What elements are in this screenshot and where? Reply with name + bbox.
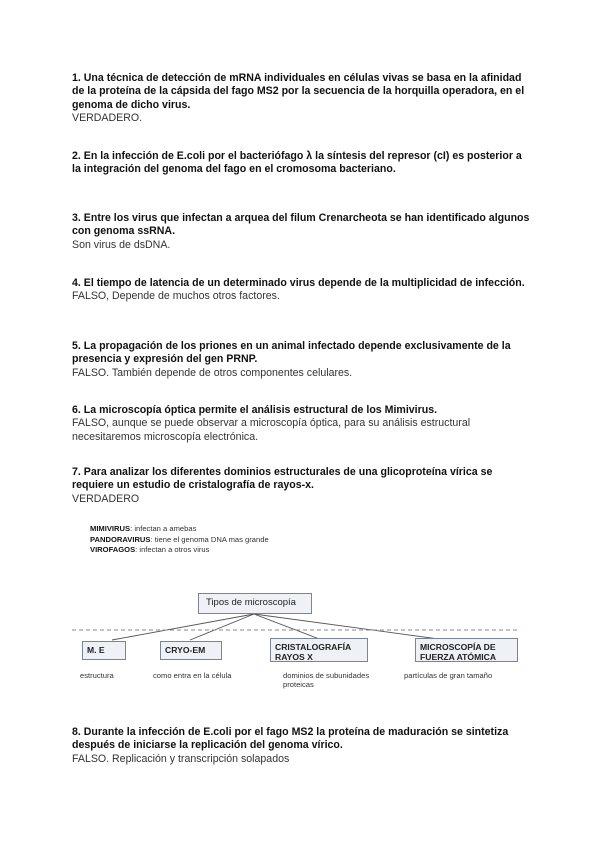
- question-title: 6. La microscopía óptica permite el análisis estructural de los Mimivirus.: [72, 404, 438, 416]
- diagram-leaf-me: M. E: [82, 641, 126, 660]
- note-mimivirus: MIMIVIRUS: infectan a amebas: [90, 524, 197, 533]
- connector-line: [254, 614, 446, 640]
- question-title: 7. Para analizar los diferentes dominios estructurales de una glicoproteína vírica se requiere un estudio de cristalografía de rayos-x.: [72, 466, 493, 492]
- question-answer: FALSO, aunque se puede observar a microscopía óptica, para su análisis estructural necesitaremos microscopía electrónica.: [72, 417, 471, 443]
- question-8: [72, 726, 532, 766]
- question-answer: VERDADERO: [72, 492, 140, 505]
- question-answer: FALSO, Depende de muchos otros factores.: [72, 290, 280, 303]
- question-title: 4. El tiempo de latencia de un determinado virus depende de la multiplicidad de infección.: [72, 277, 525, 289]
- diagram-leaf-afm: MICROSCOPÍA DE FUERZA ATÓMICA: [415, 638, 518, 662]
- diagram-root-box: Tipos de microscopía: [198, 593, 312, 614]
- diagram-desc-me: estructura: [80, 671, 114, 680]
- connector-line: [112, 614, 254, 640]
- question-title: 5. La propagación de los priones en un animal infectado depende exclusivamente de la presencia y expresión del gen PRNP.: [72, 340, 511, 366]
- question-title: 3. Entre los virus que infectan a arquea del filum Crenarcheota se han identificado algunos con genoma ssRNA.: [72, 212, 530, 238]
- question-title: 1. Una técnica de detección de mRNA individuales en células vivas se basa en la afinidad de la proteína de la cápsida del fago MS2 por la secuencia de la horquilla operadora, en el genoma de dicho virus.: [72, 72, 525, 111]
- connector-line: [254, 614, 322, 640]
- question-title: 8. Durante la infección de E.coli por el fago MS2 la proteína de maduración se sintetiza después de iniciarse la replicación del genoma vírico.: [72, 726, 509, 752]
- note-pandoravirus: PANDORAVIRUS: tiene el genoma DNA mas grande: [90, 534, 269, 544]
- diagram-leaf-cristalografia: CRISTALOGRAFÍA RAYOS X: [270, 638, 368, 662]
- question-answer: FALSO. También depende de otros componentes celulares.: [72, 366, 353, 379]
- question-answer: VERDADERO.: [72, 112, 143, 125]
- question-title: 2. En la infección de E.coli por el bacteriófago λ la síntesis del represor (cI) es posterior a la integración del genoma del fago en el cromosoma bacteriano.: [72, 150, 522, 176]
- connector-line: [190, 614, 254, 640]
- diagram-desc-cryo-em: como entra en la célula: [153, 671, 232, 680]
- note-virofagos: VIROFAGOS: infectan a otros virus: [90, 545, 210, 555]
- question-answer: Son virus de dsDNA.: [72, 238, 171, 251]
- diagram-leaf-cryo-em: CRYO-EM: [160, 641, 222, 660]
- question-answer: FALSO. Replicación y transcripción solapados: [72, 752, 290, 765]
- diagram-desc-afm: partículas de gran tamaño: [404, 671, 493, 680]
- diagram-desc-cristalografia: dominios de subunidades proteicas: [283, 671, 370, 690]
